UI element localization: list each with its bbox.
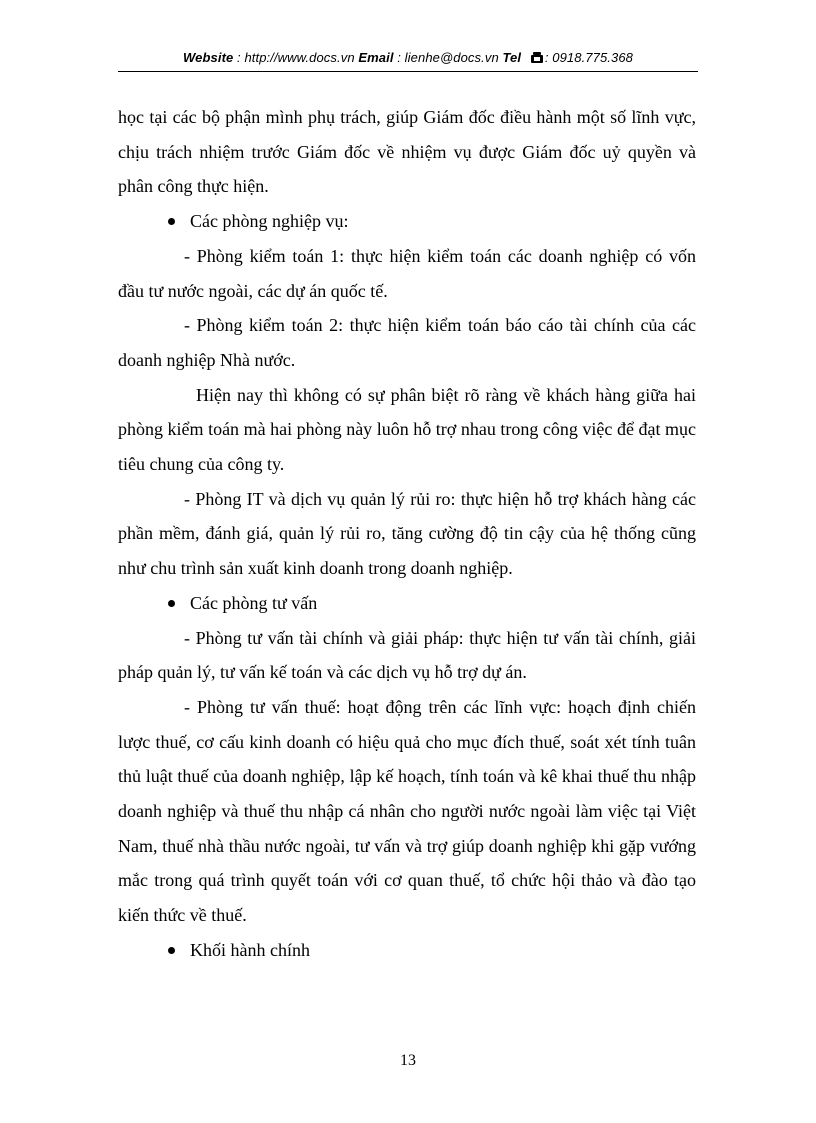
dash-item-tax: - Phòng tư vấn thuế: hoạt động trên các lĩnh vực: hoạch định chiến lược thuế, cơ cấu kinh doanh có hiệu quả cho mục đích thuế, soát xét tính tuân thủ luật thuế của doanh nghiệp, lập kế hoạch, tính toán và kê khai thuế thu nhập doanh nghiệp và thuế thu nhập cá nhân cho người nước ngoài làm việc tại Việt Nam, thuế nhà thầu nước ngoài, tư vấn và trợ giúp doanh nghiệp khi gặp vướng mắc trong quá trình quyết toán với cơ quan thuế, tổ chức hội thảo và đào tạo kiến thức về thuế. (118, 696, 696, 926)
email-value: : lienhe@docs.vn (393, 50, 503, 65)
bullet-text: Các phòng nghiệp vụ: (190, 211, 349, 232)
dash-item-finance: - Phòng tư vấn tài chính và giải pháp: thực hiện tư vấn tài chính, giải pháp quản lý, tư vấn kế toán và các dịch vụ hỗ trợ dự án. (118, 627, 696, 683)
bullet-item-admin (118, 933, 696, 968)
dash-item-audit-2: - Phòng kiểm toán 2: thực hiện kiểm toán báo cáo tài chính của các doanh nghiệp Nhà nước. (118, 315, 696, 370)
bullet-text: Khối hành chính (190, 939, 310, 960)
document-body (118, 100, 696, 968)
header-divider (118, 71, 698, 72)
bullet-icon (168, 600, 175, 607)
bullet-item-consulting (118, 586, 696, 621)
website-value: : http://www.docs.vn (233, 50, 359, 65)
page-number: 13 (400, 1052, 416, 1069)
page-header (118, 50, 698, 66)
bullet-text: Các phòng tư vấn (190, 592, 318, 613)
phone-icon (531, 51, 543, 66)
email-label: Email (358, 50, 394, 65)
paragraph-1: học tại các bộ phận mình phụ trách, giúp Giám đốc điều hành một số lĩnh vực, chịu trách nhiệm trước Giám đốc về nhiệm vụ được Giám đốc uỷ quyền và phân công thực hiện. (118, 107, 696, 197)
bullet-item-departments (118, 204, 696, 239)
bullet-icon (168, 947, 175, 954)
tel-value: : 0918.775.368 (544, 50, 633, 65)
paragraph-2: Hiện nay thì không có sự phân biệt rõ ràng về khách hàng giữa hai phòng kiểm toán mà hai phòng này luôn hỗ trợ nhau trong công việc để đạt mục tiêu chung của công ty. (118, 384, 696, 475)
website-label: Website (183, 50, 234, 65)
tel-label: Tel (502, 50, 522, 65)
dash-item-audit-1: - Phòng kiểm toán 1: thực hiện kiểm toán các doanh nghiệp có vốn đầu tư nước ngoài, các dự án quốc tế. (118, 245, 696, 301)
dash-item-it: - Phòng IT và dịch vụ quản lý rủi ro: thực hiện hỗ trợ khách hàng các phần mềm, đánh giá, quản lý rủi ro, tăng cường độ tin cậy của hệ thống cũng như chu trình sản xuất kinh doanh trong doanh nghiệp. (118, 488, 696, 579)
